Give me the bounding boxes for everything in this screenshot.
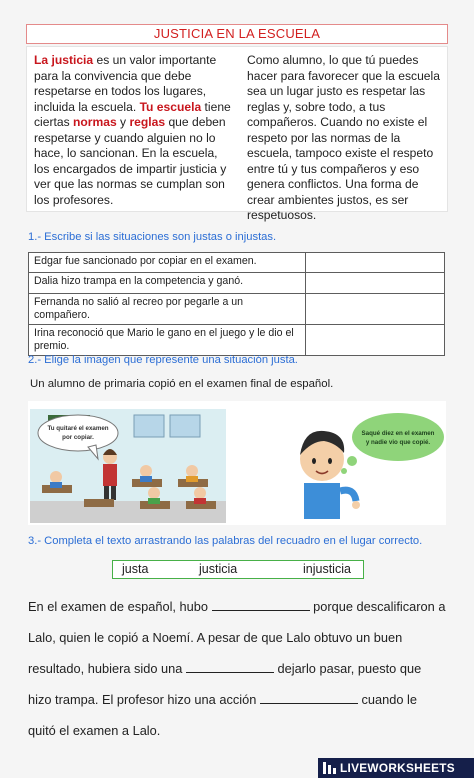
question-1-label: 1.- Escribe si las situaciones son justas o injustas.: [28, 231, 277, 243]
situation-cell: Fernanda no salió al recreo por pegarle a un compañero.: [29, 294, 306, 325]
table-row: [29, 273, 445, 294]
drop-blank-2[interactable]: [186, 660, 274, 673]
table-row: [29, 294, 445, 325]
situation-cell: Dalia hizo trampa en la competencia y ganó.: [29, 273, 306, 294]
drop-blank-1[interactable]: [212, 598, 310, 611]
worksheet-title: JUSTICIA EN LA ESCUELA: [26, 24, 448, 44]
logo-text: LIVEWORKSHEETS: [340, 761, 455, 775]
situation-cell: Irina reconoció que Mario le gano en el juego y le dio el premio.: [29, 325, 306, 356]
intro-text-run: es un valor importante para la convivencia que debe respetarse en todos los lugares, incluida la escuela.: [34, 53, 217, 114]
word-bank: [112, 560, 364, 579]
bubble-line: y nadie vio que copié.: [365, 439, 431, 446]
situation-cell: Edgar fue sancionado por copiar en el examen.: [29, 253, 306, 273]
table-row: [29, 325, 445, 356]
intro-right-column: Como alumno, lo que tú puedes hacer para favorecer que la escuela sea un lugar justo es respetar las reglas y, sobre todo, a tus compañeros. Cuando no existe el respeto por las normas de la escuela, tampoco existe el respeto entre tú y tus compañeros y eso genera conflictos. Una forma de crear ambientes justos, es ser respetuosos.: [247, 53, 440, 222]
answer-input-cell[interactable]: [306, 273, 445, 294]
bubble-line: Tu quitaré el examen: [47, 425, 109, 432]
intro-text-run: tiene ciertas: [34, 99, 231, 129]
classroom-teacher-image[interactable]: [28, 401, 228, 525]
cloze-text-run: porque descalificaron a Lalo, quien le copió a Noemí. A pesar de que Lalo obtuvo un buen resultado, hubiera sido una: [28, 599, 446, 676]
intro-text-run: y: [116, 115, 130, 129]
question-2-label: 2.- Elige la imagen que represente una situación justa.: [28, 354, 298, 366]
highlighted-term: Tu escuela: [139, 99, 202, 114]
bubble-line: Saqué diez en el examen: [361, 430, 435, 437]
table-row: [29, 253, 445, 273]
draggable-word[interactable]: justicia: [199, 562, 238, 576]
cloze-text-run: cuando le quitó el examen a Lalo.: [28, 692, 417, 738]
boy-thinking-image[interactable]: [286, 401, 446, 525]
highlighted-term: normas: [72, 115, 117, 129]
liveworksheets-logo: [318, 758, 474, 778]
draggable-word[interactable]: injusticia: [303, 562, 351, 576]
cloze-paragraph: [28, 591, 448, 746]
cloze-text-run: En el examen de español, hubo: [28, 599, 212, 614]
answer-input-cell[interactable]: [306, 325, 445, 356]
question-3-label: 3.- Completa el texto arrastrando las palabras del recuadro en el lugar correcto.: [28, 535, 423, 547]
cloze-text-run: dejarlo pasar, puesto que hizo trampa. El profesor hizo una acción: [28, 661, 422, 707]
logo-icon: [323, 762, 337, 774]
intro-text-run: que deben respetarse y cuando alguien no lo hace, lo sancionan. En la escuela, los encargados de impartir justicia y ver que las normas se cumplan son los profesores.: [34, 115, 227, 207]
question-2-prompt: Un alumno de primaria copió en el examen final de español.: [30, 378, 334, 390]
intro-text-box: [26, 46, 448, 222]
draggable-word[interactable]: justa: [122, 562, 149, 576]
picture-choices: [28, 401, 446, 525]
highlighted-term: La justicia: [34, 53, 94, 67]
situations-table: [28, 252, 445, 356]
answer-input-cell[interactable]: [306, 253, 445, 273]
drop-blank-3[interactable]: [260, 691, 358, 704]
bubble-line: por copiar.: [62, 434, 94, 441]
answer-input-cell[interactable]: [306, 294, 445, 325]
highlighted-term: reglas: [129, 115, 166, 129]
intro-left-column: [34, 53, 232, 208]
